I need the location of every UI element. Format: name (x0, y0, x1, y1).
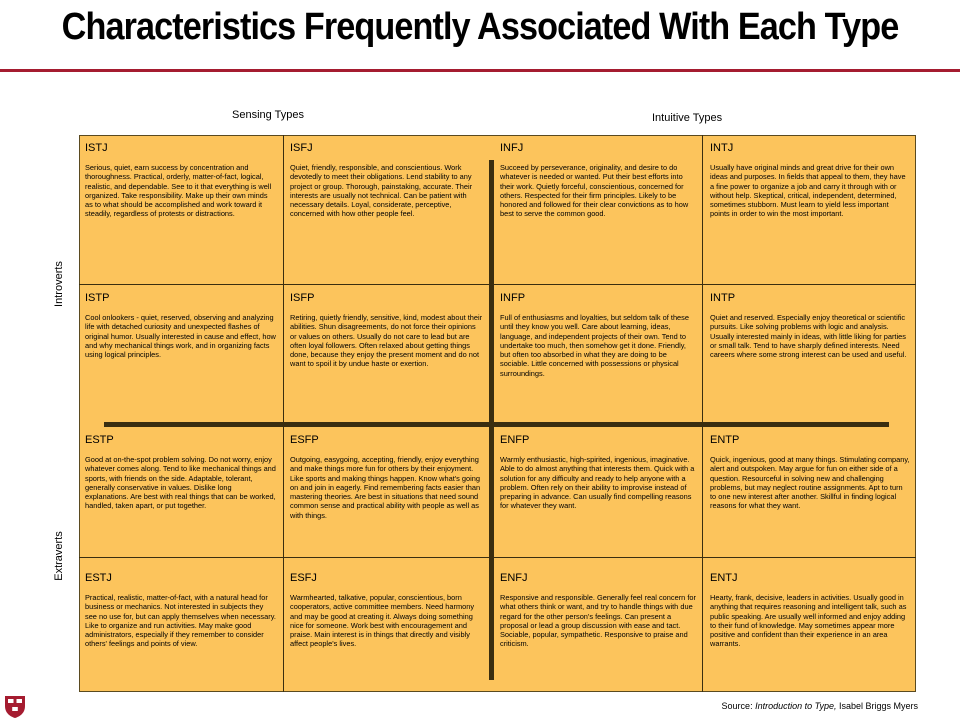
column-divider-3 (702, 135, 703, 692)
type-cell-intp (710, 292, 910, 359)
sensing-intuitive-divider (489, 160, 494, 680)
type-description: Warmly enthusiastic, high-spirited, ingenious, imaginative. Able to do almost anything that interests them. Quick with a solution for any difficulty and ready to help anyone with a problem. Often rely on their ability to improvise instead of preparing in advance. Can usually find compelling reasons for whatever they want. (500, 455, 695, 511)
type-description: Full of enthusiasms and loyalties, but seldom talk of these until they know you well. Care about learning, ideas, language, and independent projects of their own. Tend to undertake too much, then somehow get it done. Friendly, but often too absorbed in what they are doing to be sociable. Little concerned with possessions or physical surroundings. (500, 313, 689, 378)
type-code: ENTP (710, 434, 740, 446)
source-prefix: Source: (721, 701, 756, 711)
type-code: ESTJ (85, 572, 112, 584)
type-cell-intj (710, 142, 910, 219)
source-citation (722, 701, 918, 711)
type-code: INFJ (500, 142, 524, 154)
type-cell-entp (710, 434, 910, 511)
row-header-extraverts: Extraverts (53, 531, 65, 581)
type-description: Succeed by perseverance, originality, and desire to do whatever is needed or wanted. Put their best efforts into their work. Quietly forceful, conscientious, concerned for others. Respected for their firm principles. Likely to be honored and followed for their clear convictions as to how best to serve the common good. (500, 163, 689, 219)
type-cell-estp (85, 434, 277, 511)
type-code: ENTJ (710, 572, 738, 584)
type-cell-infj (500, 142, 696, 219)
source-book-title: Introduction to Type, (755, 701, 837, 711)
type-description: Quick, ingenious, good at many things. Stimulating company, alert and outspoken. May argue for fun on either side of a question. Resourceful in solving new and challenging problems, but may neglect routine assignments. Apt to turn to one new interest after another. Skillful in finding logical reasons for what they want. (710, 455, 910, 511)
type-description: Hearty, frank, decisive, leaders in activities. Usually good in anything that requires reasoning and intelligent talk, such as public speaking. Are usually well informed and enjoy adding to their fund of knowledge. May sometimes appear more positive and confident than their experience in an area warrants. (710, 593, 907, 649)
type-code: ISFP (290, 292, 315, 304)
type-code: INTP (710, 292, 736, 304)
type-code: ESFJ (290, 572, 317, 584)
type-description: Practical, realistic, matter-of-fact, with a natural head for business or mechanics. Not interested in subjects they see no use for, but can apply themselves when necessary. Like to organize and run activities. May make good administrators, especially if they remember to consider others' feelings and points of view. (85, 593, 276, 649)
type-description: Cool onlookers - quiet, reserved, observing and analyzing life with detached curiosity and unexpected flashes of original humor. Usually interested in cause and effect, how and why mechanical things work, and in organizing facts using logical principles. (85, 313, 276, 360)
type-description: Usually have original minds and great drive for their own ideas and purposes. In fields that appeal to them, they have a fine power to organize a job and carry it through with or without help. Skeptical, critical, independent, determined, sometimes stubborn. Must learn to yield less important points in order to win the most important. (710, 163, 906, 219)
type-cell-istp (85, 292, 277, 359)
type-description: Warmhearted, talkative, popular, conscientious, born cooperators, active committee members. Need harmony and may be good at creating it. Always doing something nice for someone. Work best with encouragement and praise. Main interest is in things that directly and visibly affect people's lives. (290, 593, 475, 649)
type-cell-infp (500, 292, 696, 378)
type-cell-estj (85, 572, 277, 649)
type-cell-esfj (290, 572, 484, 649)
column-divider-1 (283, 135, 284, 692)
type-code: ESFP (290, 434, 319, 446)
title-divider (0, 69, 960, 72)
type-code: INFP (500, 292, 526, 304)
type-cell-enfp (500, 434, 696, 511)
type-cell-enfj (500, 572, 696, 649)
type-description: Quiet and reserved. Especially enjoy theoretical or scientific pursuits. Like solving problems with logic and analysis. Usually interested mainly in ideas, with little liking for parties or small talk. Tend to have sharply defined interests. Need careers where some strong interest can be used and useful. (710, 313, 907, 360)
row-header-introverts: Introverts (53, 261, 65, 307)
type-description: Serious, quiet, earn success by concentration and thoroughness. Practical, orderly, matter-of-fact, logical, realistic, and dependable. See to it that everything is well organized. Take responsibility. Make up their own minds as to what should be accomplished and work toward it steadily, regardless of protests or distractions. (85, 163, 272, 219)
row-divider-3 (79, 557, 916, 558)
type-description: Quiet, friendly, responsible, and conscientious. Work devotedly to meet their obligations. Lend stability to any project or group. Thorough, painstaking, accurate. Their interests are usually not technical. Can be patient with necessary details. Loyal, considerate, perceptive, concerned with how other people feel. (290, 163, 473, 219)
type-description: Retiring, quietly friendly, sensitive, kind, modest about their abilities. Shun disagreements, do not force their opinions or values on others. Usually do not care to lead but are often loyal followers. Often relaxed about getting things done, because they enjoy the present moment and do not want to spoil it by undue haste or exertion. (290, 313, 483, 369)
page-title: Characteristics Frequently Associated With Each Type (61, 6, 899, 48)
row-divider-1 (79, 284, 916, 285)
shield-logo-icon (4, 695, 26, 719)
type-description: Outgoing, easygoing, accepting, friendly, enjoy everything and make things more fun for others by their enjoyment. Like sports and making things happen. Know what's going on and join in eagerly. Find remembering facts easier than mastering theories. Are best in situations that need sound common sense and practical ability with people as well as with things. (290, 455, 481, 520)
type-code: ISTJ (85, 142, 108, 154)
type-code: ENFJ (500, 572, 528, 584)
type-cell-entj (710, 572, 910, 649)
type-cell-esfp (290, 434, 484, 520)
source-author: Isabel Briggs Myers (836, 701, 918, 711)
type-cell-istj (85, 142, 277, 219)
type-description: Responsive and responsible. Generally feel real concern for what others think or want, and try to handle things with due regard for the other person's feelings. Can present a proposal or lead a group discussion with ease and tact. Sociable, popular, sympathetic. Responsive to praise and criticism. (500, 593, 696, 649)
type-cell-isfp (290, 292, 484, 369)
introvert-extravert-divider (104, 422, 889, 427)
column-header-sensing: Sensing Types (232, 109, 304, 121)
type-code: ISTP (85, 292, 110, 304)
type-code: ESTP (85, 434, 114, 446)
type-cell-isfj (290, 142, 484, 219)
type-code: ENFP (500, 434, 530, 446)
column-header-intuitive: Intuitive Types (652, 112, 723, 124)
type-description: Good at on-the-spot problem solving. Do not worry, enjoy whatever comes along. Tend to like mechanical things and sports, with friends on the side. Adaptable, tolerant, generally conservative in values. Dislike long explanations. Are best with real things that can be worked, handled, taken apart, or put together. (85, 455, 276, 511)
type-code: INTJ (710, 142, 734, 154)
type-code: ISFJ (290, 142, 313, 154)
